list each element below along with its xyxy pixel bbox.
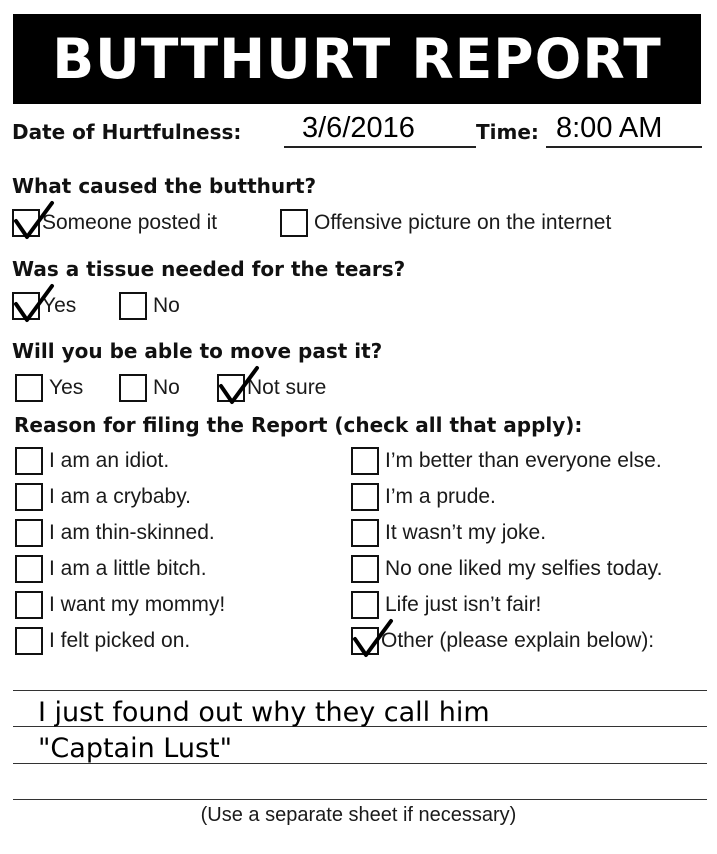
checkbox[interactable]: [15, 483, 43, 511]
option-label: Yes: [42, 294, 77, 317]
report-title-bar: [13, 14, 701, 104]
date-underline: [284, 146, 476, 148]
reason-prude[interactable]: [351, 481, 496, 513]
reason-selfies[interactable]: [351, 553, 662, 585]
question-cause: What caused the butthurt?: [12, 174, 317, 198]
option-offensive-picture[interactable]: [280, 207, 611, 239]
checkbox[interactable]: [15, 627, 43, 655]
date-value[interactable]: 3/6/2016: [302, 112, 415, 144]
option-label: Offensive picture on the internet: [314, 211, 612, 234]
reason-label: Life just isn’t fair!: [385, 593, 542, 616]
checkbox-checked[interactable]: [12, 209, 40, 237]
option-someone-posted-it[interactable]: [12, 207, 217, 239]
reason-label: I’m better than everyone else.: [385, 449, 662, 472]
reason-little-bitch[interactable]: [15, 553, 207, 585]
reason-crybaby[interactable]: [15, 481, 191, 513]
option-move-yes[interactable]: [15, 372, 83, 404]
explain-line-4: [13, 799, 707, 800]
checkbox[interactable]: [15, 447, 43, 475]
reason-label: I am a crybaby.: [49, 485, 191, 508]
report-title: BUTTHURT REPORT: [52, 27, 662, 91]
checkbox-checked[interactable]: [12, 292, 40, 320]
option-tissue-yes[interactable]: [12, 290, 76, 322]
option-label: No: [153, 294, 180, 317]
checkbox[interactable]: [280, 209, 308, 237]
reason-label: I’m a prude.: [385, 485, 496, 508]
checkbox-checked[interactable]: [217, 374, 245, 402]
reason-idiot[interactable]: [15, 445, 169, 477]
time-underline: [546, 146, 702, 148]
checkbox[interactable]: [15, 374, 43, 402]
explanation-line-2[interactable]: "Captain Lust": [38, 733, 233, 764]
option-label: No: [153, 376, 180, 399]
question-move-past: Will you be able to move past it?: [12, 339, 383, 363]
checkbox-checked[interactable]: [351, 627, 379, 655]
time-value[interactable]: 8:00 AM: [556, 112, 663, 144]
reason-thin-skinned[interactable]: [15, 517, 215, 549]
checkmark-icon: [12, 280, 56, 324]
checkbox[interactable]: [119, 374, 147, 402]
checkbox[interactable]: [119, 292, 147, 320]
date-label: Date of Hurtfulness:: [12, 120, 242, 144]
reason-label: No one liked my selfies today.: [385, 557, 663, 580]
checkbox[interactable]: [351, 483, 379, 511]
option-label: Yes: [49, 376, 84, 399]
reason-label: I want my mommy!: [49, 593, 226, 616]
reason-other[interactable]: [351, 625, 654, 657]
checkbox[interactable]: [15, 519, 43, 547]
option-label: Someone posted it: [42, 211, 218, 234]
question-tissue: Was a tissue needed for the tears?: [12, 257, 406, 281]
date-time-row: [12, 110, 702, 150]
reason-label: I am thin-skinned.: [49, 521, 215, 544]
checkbox[interactable]: [351, 447, 379, 475]
reason-label: Other (please explain below):: [381, 629, 655, 652]
checkmark-icon: [217, 362, 261, 406]
checkbox[interactable]: [15, 555, 43, 583]
explain-line-1: [13, 690, 707, 691]
option-tissue-no[interactable]: [119, 290, 180, 322]
reason-want-mommy[interactable]: [15, 589, 225, 621]
checkmark-icon: [12, 197, 56, 241]
checkbox[interactable]: [351, 555, 379, 583]
reasons-title: Reason for filing the Report (check all that apply):: [14, 413, 583, 437]
footer-note: (Use a separate sheet if necessary): [200, 804, 517, 826]
option-move-no[interactable]: [119, 372, 180, 404]
reason-label: I am an idiot.: [49, 449, 170, 472]
checkbox[interactable]: [351, 519, 379, 547]
reason-not-my-joke[interactable]: [351, 517, 546, 549]
reason-label: I felt picked on.: [49, 629, 191, 652]
reason-picked-on[interactable]: [15, 625, 190, 657]
reason-better-than-everyone[interactable]: [351, 445, 662, 477]
option-label: Not sure: [247, 376, 327, 399]
reason-label: It wasn’t my joke.: [385, 521, 547, 544]
checkbox[interactable]: [15, 591, 43, 619]
reason-label: I am a little bitch.: [49, 557, 207, 580]
checkmark-icon: [351, 615, 395, 659]
option-move-not-sure[interactable]: [217, 372, 326, 404]
explanation-line-1[interactable]: I just found out why they call him: [38, 697, 490, 728]
time-label: Time:: [476, 120, 539, 144]
